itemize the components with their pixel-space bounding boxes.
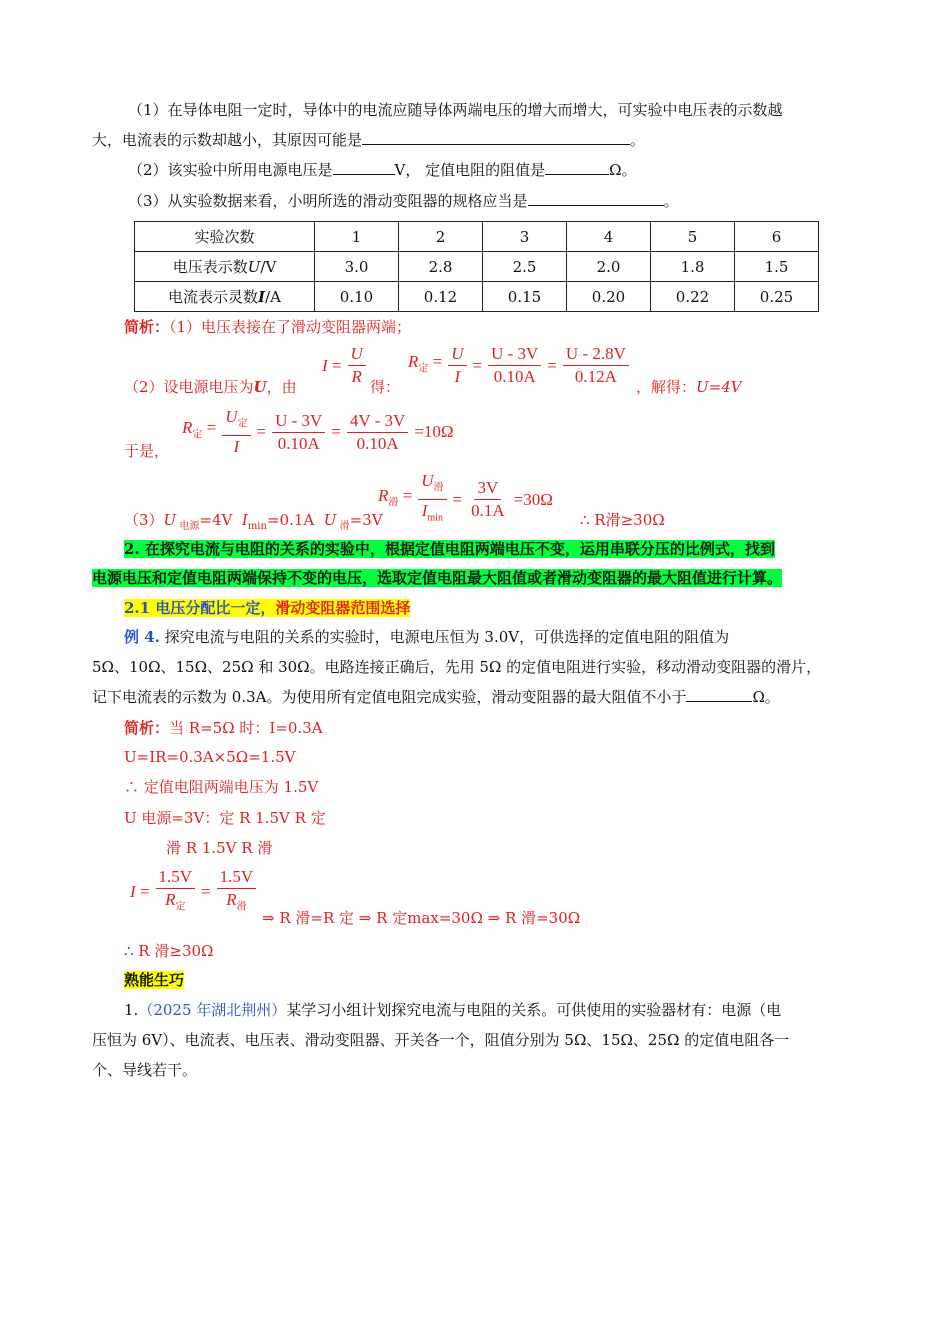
analysis-label: 简析： — [124, 318, 170, 336]
table-cell: 0.20 — [567, 282, 651, 312]
table-cell: 1.8 — [651, 252, 735, 282]
analysis-2-conclusion: ∴ R 滑≥30Ω — [124, 942, 214, 960]
question-1-text: （1）在导体电阻一定时，导体中的电流应随导体两端电压的增大而增大，可实验中电压表的示数越 — [128, 101, 783, 119]
resistance-calc-formula: $R_定$ = $\frac{U_定}{I}$ = $\frac{U - 3V}{0.10A}$ = $\frac{4V - 3V}{0.10A}$ =10Ω — [182, 407, 454, 457]
answer-blank-voltage[interactable] — [333, 159, 395, 175]
section-2-line-1: 2. 在探究电流与电阻的关系的实验中，根据定值电阻两端电压不变，运用串联分压的比例式，找到 — [124, 540, 775, 558]
analysis-2-line-3: ∴ 定值电阻两端电压为 1.5V — [124, 778, 319, 796]
analysis-1-result: ，解得：U=4V — [636, 378, 742, 396]
table-header-cell: 1 — [315, 222, 399, 252]
table-header-cell: 实验次数 — [135, 222, 315, 252]
question-1-line-2: 大，电流表的示数却越小，其原因可能是 。 — [92, 131, 646, 149]
question-1-line-1 — [128, 99, 783, 121]
answer-blank-max-resistance[interactable] — [686, 686, 752, 702]
table-cell: 3.0 — [315, 252, 399, 282]
table-cell: 0.22 — [651, 282, 735, 312]
table-header-row — [135, 222, 819, 252]
analysis-2-line-4: U 电源=3V：定 R 1.5V R 定 — [124, 809, 326, 827]
table-cell: 2.0 — [567, 252, 651, 282]
experiment-data-table — [134, 221, 819, 312]
analysis-1-de: 得： — [370, 378, 401, 396]
analysis-1-part-2: （2）设电源电压为U，由 — [124, 378, 297, 396]
analysis-2-line-2: U=IR=0.3A×5Ω=1.5V — [124, 748, 296, 766]
analysis-2-line-1: 简析：当 R=5Ω 时：I=0.3A — [124, 719, 323, 737]
table-row-label: 电压表示数U/V — [135, 252, 315, 282]
example-4-line-1: 例 4. 探究电流与电阻的关系的实验时，电源电压恒为 3.0V，可供选择的定值电阻的阻值为 — [124, 628, 730, 646]
analysis-1-part-3-label: 于是， — [124, 442, 170, 460]
practice-1-line-3: 个、导线若干。 — [92, 1061, 198, 1079]
example-4-line-2: 5Ω、10Ω、15Ω、25Ω 和 30Ω。电路连接正确后，先用 5Ω 的定值电阻进行实验，移动滑动变阻器的滑片， — [92, 658, 822, 676]
analysis-2-line-5: 滑 R 1.5V R 滑 — [166, 839, 273, 857]
table-row-voltage — [135, 252, 819, 282]
table-header-cell: 2 — [399, 222, 483, 252]
slider-resistance-formula: $R_滑$ = $\frac{U_滑}{I_{min}}$ = $\frac{3V}{0.1A}$ =30Ω — [378, 471, 553, 524]
example-4-line-3: 记下电流表的示数为 0.3A。为使用所有定值电阻完成实验，滑动变阻器的最大阻值不小于 Ω。 — [92, 688, 780, 706]
table-cell: 0.10 — [315, 282, 399, 312]
analysis-2-line-6: ⇒ R 滑=R 定 ⇒ R 定max=30Ω ⇒ R 滑=30Ω — [262, 909, 581, 927]
question-1-text-2: 大，电流表的示数却越小，其原因可能是 — [92, 131, 363, 149]
table-header-cell: 6 — [735, 222, 819, 252]
analysis-1-conclusion: ∴ R滑≥30Ω — [580, 511, 665, 529]
fixed-resistor-formula: $R_定$ = $\frac{U}{I}$ = $\frac{U - 3V}{0.10A}$ = $\frac{U - 2.8V}{0.12A}$ — [404, 343, 631, 388]
example-label: 例 4. — [124, 628, 160, 646]
table-header-cell: 4 — [567, 222, 651, 252]
table-header-cell: 3 — [483, 222, 567, 252]
answer-blank-1[interactable] — [362, 129, 630, 145]
question-2: （2）该实验中所用电源电压是 V， 定值电阻的阻值是 Ω。 — [128, 161, 637, 179]
answer-blank-resistance[interactable] — [545, 159, 609, 175]
table-cell: 1.5 — [735, 252, 819, 282]
section-2-line-2: 电源电压和定值电阻两端保持不变的电压，选取定值电阻最大阻值或者滑动变阻器的最大阻值进行计算。 — [92, 569, 783, 587]
ohm-law-formula: I = $\frac{U}{R}$ — [318, 343, 368, 388]
source-tag: （2025 年湖北荆州） — [138, 1001, 287, 1019]
section-2-1-heading: 2.1 电压分配比一定，滑动变阻器范围选择 — [124, 599, 411, 617]
table-cell: 0.25 — [735, 282, 819, 312]
table-cell: 0.15 — [483, 282, 567, 312]
table-row-current — [135, 282, 819, 312]
table-row-label: 电流表示灵数I/A — [135, 282, 315, 312]
table-header-cell: 5 — [651, 222, 735, 252]
practice-1-line-1: 1.（2025 年湖北荆州）某学习小组计划探究电流与电阻的关系。可供使用的实验器材有：电源（电 — [124, 1001, 782, 1019]
analysis-1-part-1: 简析：（1）电压表接在了滑动变阻器两端； — [124, 318, 412, 336]
analysis-1-part-4: （3）U $_{电源}$=4V $I_{min}=0.1A$ U $_滑$=3V — [124, 511, 383, 532]
analysis-label: 简析： — [124, 719, 170, 737]
table-cell: 2.5 — [483, 252, 567, 282]
current-ratio-formula: I = $\frac{1.5V}{R_定}$ = $\frac{1.5V}{R_滑}$ — [126, 866, 258, 918]
practice-1-line-2: 压恒为 6V）、电流表、电压表、滑动变阻器、开关各一个，阻值分别为 5Ω、15Ω、25Ω 的定值电阻各一 — [92, 1031, 790, 1049]
question-3: （3）从实验数据来看，小明所选的滑动变阻器的规格应当是 。 — [128, 192, 679, 210]
practice-title: 熟能生巧 — [124, 971, 185, 989]
answer-blank-spec[interactable] — [528, 190, 664, 206]
table-cell: 0.12 — [399, 282, 483, 312]
table-cell: 2.8 — [399, 252, 483, 282]
